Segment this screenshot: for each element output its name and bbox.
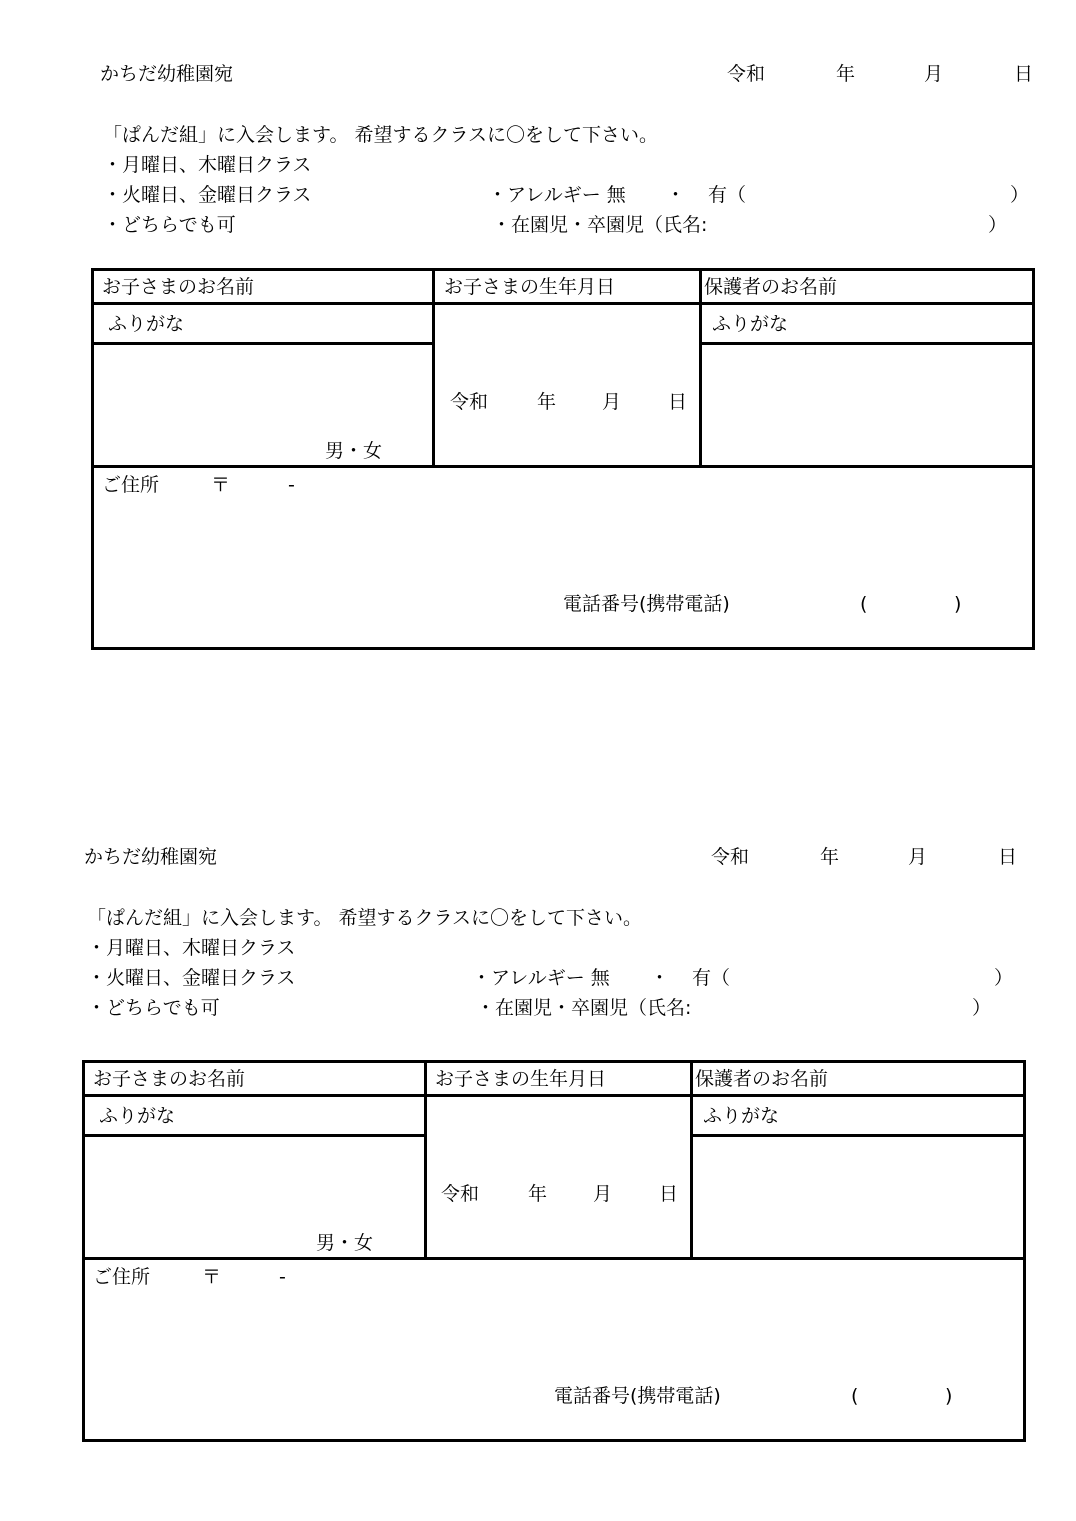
column-divider-1 xyxy=(432,268,435,467)
phone-label: 電話番号(携帯電話) xyxy=(563,593,730,615)
child-furigana-divider xyxy=(82,1134,426,1137)
header-row-divider xyxy=(82,1094,1026,1097)
postal-dash: - xyxy=(279,1266,286,1288)
date-year: 年 xyxy=(836,63,856,85)
birth-day: 日 xyxy=(668,391,688,413)
application-form-1 xyxy=(0,0,1076,700)
date-era: 令和 xyxy=(711,846,750,868)
child-furigana-divider xyxy=(91,342,435,345)
gender-choice[interactable]: 男・女 xyxy=(325,440,383,462)
class-option-mon-thu: ・月曜日、木曜日クラス xyxy=(87,937,296,959)
column-divider-2 xyxy=(690,1060,693,1259)
class-option-either: ・どちらでも可 xyxy=(87,997,220,1019)
address-label: ご住所 xyxy=(102,474,160,496)
address-row-divider xyxy=(82,1257,1026,1260)
allergy-yes: 有（ xyxy=(708,184,747,206)
guardian-name-header: 保護者のお名前 xyxy=(695,1068,829,1090)
address-label: ご住所 xyxy=(93,1266,151,1288)
address-row-divider xyxy=(91,465,1035,468)
intro-text: 「ぱんだ組」に入会します。 希望するクラスに〇をして下さい。 xyxy=(103,124,658,146)
date-year: 年 xyxy=(820,846,840,868)
child-name-header: お子さまのお名前 xyxy=(102,276,255,298)
date-day: 日 xyxy=(1014,63,1034,85)
class-option-mon-thu: ・月曜日、木曜日クラス xyxy=(103,154,312,176)
allergy-label: ・アレルギー 無 xyxy=(488,184,626,206)
child-furigana-label[interactable]: ふりがな xyxy=(108,313,185,335)
gender-choice[interactable]: 男・女 xyxy=(316,1232,374,1254)
birth-month: 月 xyxy=(602,391,622,413)
class-option-tue-fri: ・火曜日、金曜日クラス xyxy=(87,967,296,989)
postal-mark: 〒 xyxy=(211,474,231,496)
allergy-close: ） xyxy=(994,967,1014,989)
column-divider-2 xyxy=(699,268,702,467)
birth-month: 月 xyxy=(593,1183,613,1205)
phone-close: ) xyxy=(954,593,962,615)
allergy-dot: ・ xyxy=(666,184,686,206)
addressee: かちだ幼稚園宛 xyxy=(84,846,218,868)
sibling-close: ） xyxy=(988,214,1008,236)
birth-day: 日 xyxy=(659,1183,679,1205)
allergy-close: ） xyxy=(1010,184,1030,206)
guardian-furigana-label[interactable]: ふりがな xyxy=(703,1105,780,1127)
date-day: 日 xyxy=(998,846,1018,868)
child-name-header: お子さまのお名前 xyxy=(93,1068,246,1090)
date-month: 月 xyxy=(924,63,944,85)
birth-era: 令和 xyxy=(450,391,489,413)
allergy-label: ・アレルギー 無 xyxy=(472,967,610,989)
guardian-furigana-divider xyxy=(700,342,1035,345)
birth-era: 令和 xyxy=(441,1183,480,1205)
birthdate-header: お子さまの生年月日 xyxy=(435,1068,607,1090)
birth-year: 年 xyxy=(537,391,557,413)
class-option-either: ・どちらでも可 xyxy=(103,214,236,236)
date-era: 令和 xyxy=(727,63,766,85)
postal-mark: 〒 xyxy=(202,1266,222,1288)
phone-close: ) xyxy=(945,1385,953,1407)
allergy-yes: 有（ xyxy=(692,967,731,989)
allergy-dot: ・ xyxy=(650,967,670,989)
birth-year: 年 xyxy=(528,1183,548,1205)
intro-text: 「ぱんだ組」に入会します。 希望するクラスに〇をして下さい。 xyxy=(87,907,642,929)
sibling-label: ・在園児・卒園児（氏名: xyxy=(476,997,692,1019)
guardian-name-header: 保護者のお名前 xyxy=(704,276,838,298)
class-option-tue-fri: ・火曜日、金曜日クラス xyxy=(103,184,312,206)
child-furigana-label[interactable]: ふりがな xyxy=(99,1105,176,1127)
guardian-furigana-label[interactable]: ふりがな xyxy=(712,313,789,335)
application-form-2 xyxy=(0,783,1060,1483)
birthdate-header: お子さまの生年月日 xyxy=(444,276,616,298)
date-month: 月 xyxy=(908,846,928,868)
sibling-close: ） xyxy=(972,997,992,1019)
phone-open: ( xyxy=(860,593,868,615)
column-divider-1 xyxy=(424,1060,427,1259)
sibling-label: ・在園児・卒園児（氏名: xyxy=(492,214,708,236)
phone-label: 電話番号(携帯電話) xyxy=(554,1385,721,1407)
guardian-furigana-divider xyxy=(691,1134,1026,1137)
postal-dash: - xyxy=(288,474,295,496)
phone-open: ( xyxy=(851,1385,859,1407)
addressee: かちだ幼稚園宛 xyxy=(100,63,234,85)
header-row-divider xyxy=(91,302,1035,305)
